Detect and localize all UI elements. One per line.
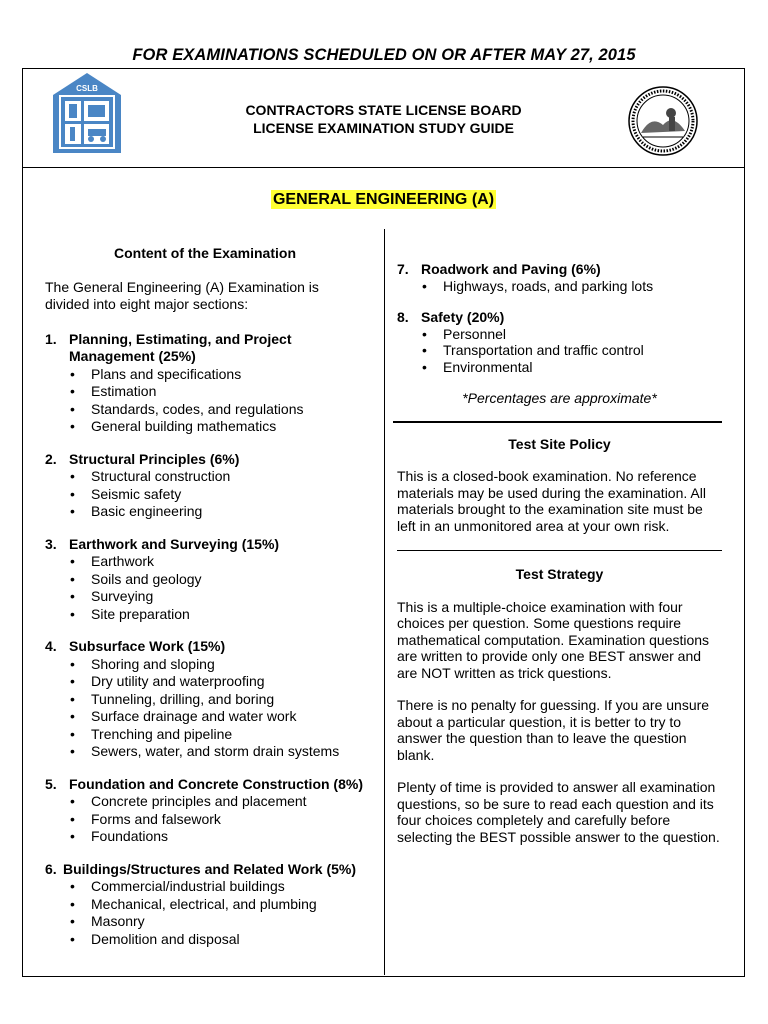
test-site-policy-heading: Test Site Policy	[508, 435, 611, 452]
list-item: • Surveying	[69, 588, 365, 606]
section-title	[45, 861, 365, 879]
section-number: 4.	[45, 638, 57, 654]
content-heading: Content of the Examination	[114, 245, 296, 261]
org-line-1: CONTRACTORS STATE LICENSE BOARD	[245, 102, 522, 118]
section-title-text: Buildings/Structures and Related Work (5%)	[63, 860, 357, 877]
section-title	[45, 536, 365, 554]
list-item: • Earthwork	[69, 553, 365, 571]
list-item: • Trenching and pipeline	[69, 726, 365, 744]
list-item: • Highways, roads, and parking lots	[421, 278, 722, 295]
section-divider	[397, 550, 722, 551]
list-item: • Site preparation	[69, 606, 365, 624]
topic-list	[45, 656, 365, 761]
section-title-text: Safety (20%)	[421, 309, 505, 325]
test-site-policy-text: This is a closed-book examination. No reference materials may be used during the examination. All materials brought to the examination site must be left in an unmonitored area at your own risk.	[397, 468, 706, 534]
test-strategy-heading: Test Strategy	[515, 566, 604, 582]
strategy-paragraph: There is no penalty for guessing. If you are unsure about a particular question, it is better to try to answer the question than to leave the question blank.	[397, 697, 710, 763]
exam-section	[397, 261, 722, 294]
study-guide-frame	[22, 68, 745, 977]
org-line-2: LICENSE EXAMINATION STUDY GUIDE	[253, 120, 514, 136]
column-divider	[384, 229, 385, 975]
list-item: • Tunneling, drilling, and boring	[69, 691, 365, 709]
list-item: • Shoring and sloping	[69, 656, 365, 674]
strategy-paragraph: Plenty of time is provided to answer all examination questions, so be sure to read each question and its four choices completely and carefully before selecting the BEST possible answer to the question.	[397, 779, 720, 845]
section-title	[397, 309, 722, 326]
list-item: • Dry utility and waterproofing	[69, 673, 365, 691]
list-item: • Foundations	[69, 828, 365, 846]
section-number: 6.	[45, 860, 57, 877]
exam-date-banner: FOR EXAMINATIONS SCHEDULED ON OR AFTER MAY 27, 2015	[132, 46, 636, 64]
list-item: • Concrete principles and placement	[69, 793, 365, 811]
section-title-text: Earthwork and Surveying (15%)	[69, 535, 280, 552]
topic-list	[45, 878, 365, 948]
topic-list	[45, 366, 365, 436]
header-divider	[23, 167, 744, 168]
list-item: • Environmental	[421, 359, 722, 376]
list-item: • General building mathematics	[69, 418, 365, 436]
section-list-continued	[397, 261, 722, 375]
section-number: 7.	[397, 261, 409, 277]
list-item: • Commercial/industrial buildings	[69, 878, 365, 896]
list-item: • Surface drainage and water work	[69, 708, 365, 726]
right-column	[397, 261, 722, 845]
title-row	[23, 191, 744, 209]
section-number: 5.	[45, 775, 57, 792]
section-title-text: Foundation and Concrete Construction (8%)	[69, 775, 363, 792]
list-item: • Seismic safety	[69, 486, 365, 504]
section-number: 2.	[45, 450, 57, 467]
topic-list	[45, 553, 365, 623]
section-title	[45, 331, 365, 366]
list-item: • Forms and falsework	[69, 811, 365, 829]
section-number: 3.	[45, 535, 57, 552]
section-title-text: Subsurface Work (15%)	[69, 638, 226, 654]
list-item: • Masonry	[69, 913, 365, 931]
exam-section	[45, 536, 365, 624]
logo-text: CSLB	[76, 84, 98, 93]
state-seal-icon	[627, 85, 699, 157]
list-item: • Sewers, water, and storm drain systems	[69, 743, 365, 761]
percentage-note: *Percentages are approximate*	[462, 390, 657, 406]
list-item: • Basic engineering	[69, 503, 365, 521]
left-column	[45, 245, 365, 948]
topic-list	[45, 468, 365, 521]
list-item: • Transportation and traffic control	[421, 342, 722, 359]
section-title-text: Structural Principles (6%)	[69, 450, 240, 467]
exam-section	[45, 861, 365, 949]
intro-text: The General Engineering (A) Examination is divided into eight major sections:	[45, 278, 319, 312]
section-title	[45, 638, 365, 656]
section-number: 1.	[45, 330, 57, 347]
topic-list	[45, 793, 365, 846]
section-title-text: Planning, Estimating, and Project Management (25%)	[69, 330, 292, 364]
list-item: • Estimation	[69, 383, 365, 401]
section-title	[45, 451, 365, 469]
list-item: • Personnel	[421, 326, 722, 343]
exam-section	[45, 451, 365, 521]
section-title-text: Roadwork and Paving (6%)	[421, 261, 601, 277]
exam-section	[397, 309, 722, 375]
strategy-paragraph: This is a multiple-choice examination with four choices per question. Some questions require mathematical computation. Examination questions are written to provide only one BEST answer and are NOT written as trick questions.	[397, 598, 710, 681]
test-strategy-text	[397, 599, 722, 846]
page-title: GENERAL ENGINEERING (A)	[272, 191, 495, 208]
exam-section	[45, 776, 365, 846]
list-item: • Soils and geology	[69, 571, 365, 589]
list-item: • Standards, codes, and regulations	[69, 401, 365, 419]
section-divider	[393, 421, 722, 423]
section-title	[397, 261, 722, 278]
exam-section	[45, 638, 365, 761]
section-title	[45, 776, 365, 794]
topic-list	[397, 326, 722, 376]
topic-list	[397, 278, 722, 295]
list-item: • Plans and specifications	[69, 366, 365, 384]
exam-section	[45, 331, 365, 436]
list-item: • Demolition and disposal	[69, 931, 365, 949]
list-item: • Structural construction	[69, 468, 365, 486]
section-number: 8.	[397, 309, 409, 325]
list-item: • Mechanical, electrical, and plumbing	[69, 896, 365, 914]
section-list	[45, 331, 365, 949]
